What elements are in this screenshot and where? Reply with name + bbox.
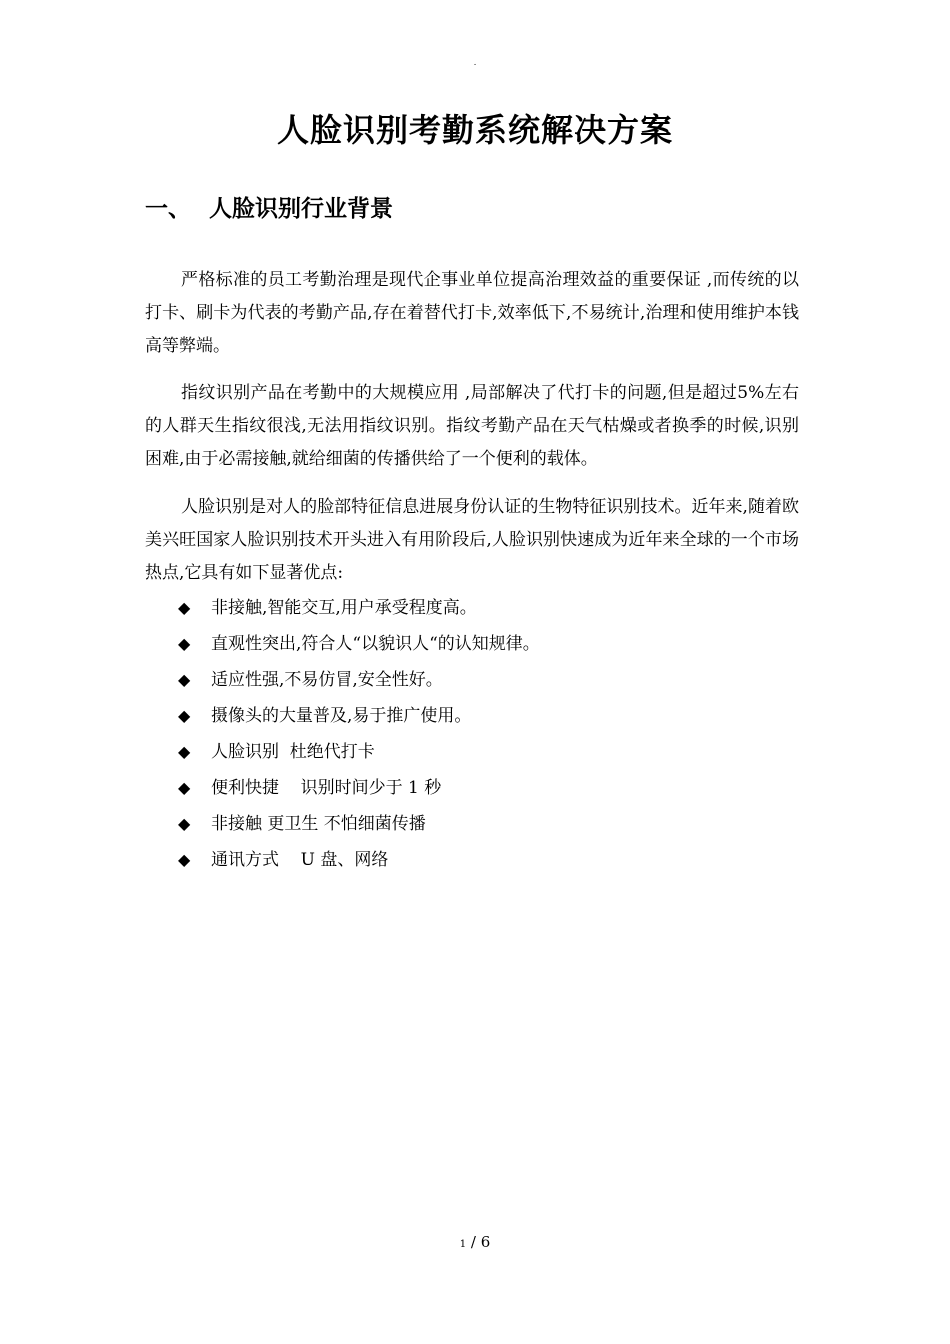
- advantages-list: [178, 590, 540, 878]
- diamond-bullet-icon: ◆: [178, 598, 191, 617]
- paragraph-3: 人脸识别是对人的脸部特征信息进展身份认证的生物特征识别技术。近年来,随着欧美兴旺国家人脸识别技术开头进入有用阶段后,人脸识别快速成为近年来全球的一个市场热点,它具有如下显著优点:: [145, 497, 799, 583]
- diamond-bullet-icon: ◆: [178, 814, 191, 833]
- page-number: [0, 1232, 950, 1255]
- list-item-text: 摄像头的大量普及,易于推广使用。: [211, 706, 472, 726]
- list-item: [178, 590, 540, 626]
- header-mark: .: [473, 58, 477, 67]
- page-separator: /: [466, 1233, 481, 1251]
- list-item-text: 人脸识别 杜绝代打卡: [211, 742, 375, 762]
- list-item: [178, 734, 540, 770]
- list-item: [178, 698, 540, 734]
- section-number: 一、: [145, 196, 191, 222]
- document-title: 人脸识别考勤系统解决方案: [276, 111, 673, 149]
- section-heading: [145, 192, 393, 226]
- paragraph-1: 严格标准的员工考勤治理是现代企事业单位提高治理效益的重要保证 ,而传统的以打卡、刷卡为代表的考勤产品,存在着替代打卡,效率低下,不易统计,治理和使用维护本钱高等弊端。: [145, 270, 799, 356]
- section-title: 人脸识别行业背景: [209, 196, 393, 222]
- list-item-text: 通讯方式 U 盘、网络: [211, 850, 389, 870]
- list-item: [178, 626, 540, 662]
- list-item-text: 直观性突出,符合人“以貌识人“的认知规律。: [211, 634, 540, 654]
- list-item-text: 适应性强,不易仿冒,安全性好。: [211, 670, 443, 690]
- list-item: [178, 770, 540, 806]
- list-item: [178, 662, 540, 698]
- diamond-bullet-icon: ◆: [178, 778, 191, 797]
- diamond-bullet-icon: ◆: [178, 670, 191, 689]
- total-pages: 6: [480, 1233, 491, 1251]
- diamond-bullet-icon: ◆: [178, 850, 191, 869]
- diamond-bullet-icon: ◆: [178, 634, 191, 653]
- list-item: [178, 806, 540, 842]
- paragraph-2: 指纹识别产品在考勤中的大规模应用 ,局部解决了代打卡的问题,但是超过5%左右的人群天生指纹很浅,无法用指纹识别。指纹考勤产品在天气枯燥或者换季的时候,识别困难,由于必需接触,就给细菌的传播供给了一个便利的载体。: [145, 383, 799, 469]
- list-item-text: 非接触,智能交互,用户承受程度高。: [211, 598, 477, 618]
- diamond-bullet-icon: ◆: [178, 706, 191, 725]
- list-item: [178, 842, 540, 878]
- diamond-bullet-icon: ◆: [178, 742, 191, 761]
- list-item-text: 非接触 更卫生 不怕细菌传播: [211, 814, 426, 834]
- list-item-text: 便利快捷 识别时间少于 1 秒: [211, 778, 442, 798]
- current-page: 1: [459, 1239, 467, 1250]
